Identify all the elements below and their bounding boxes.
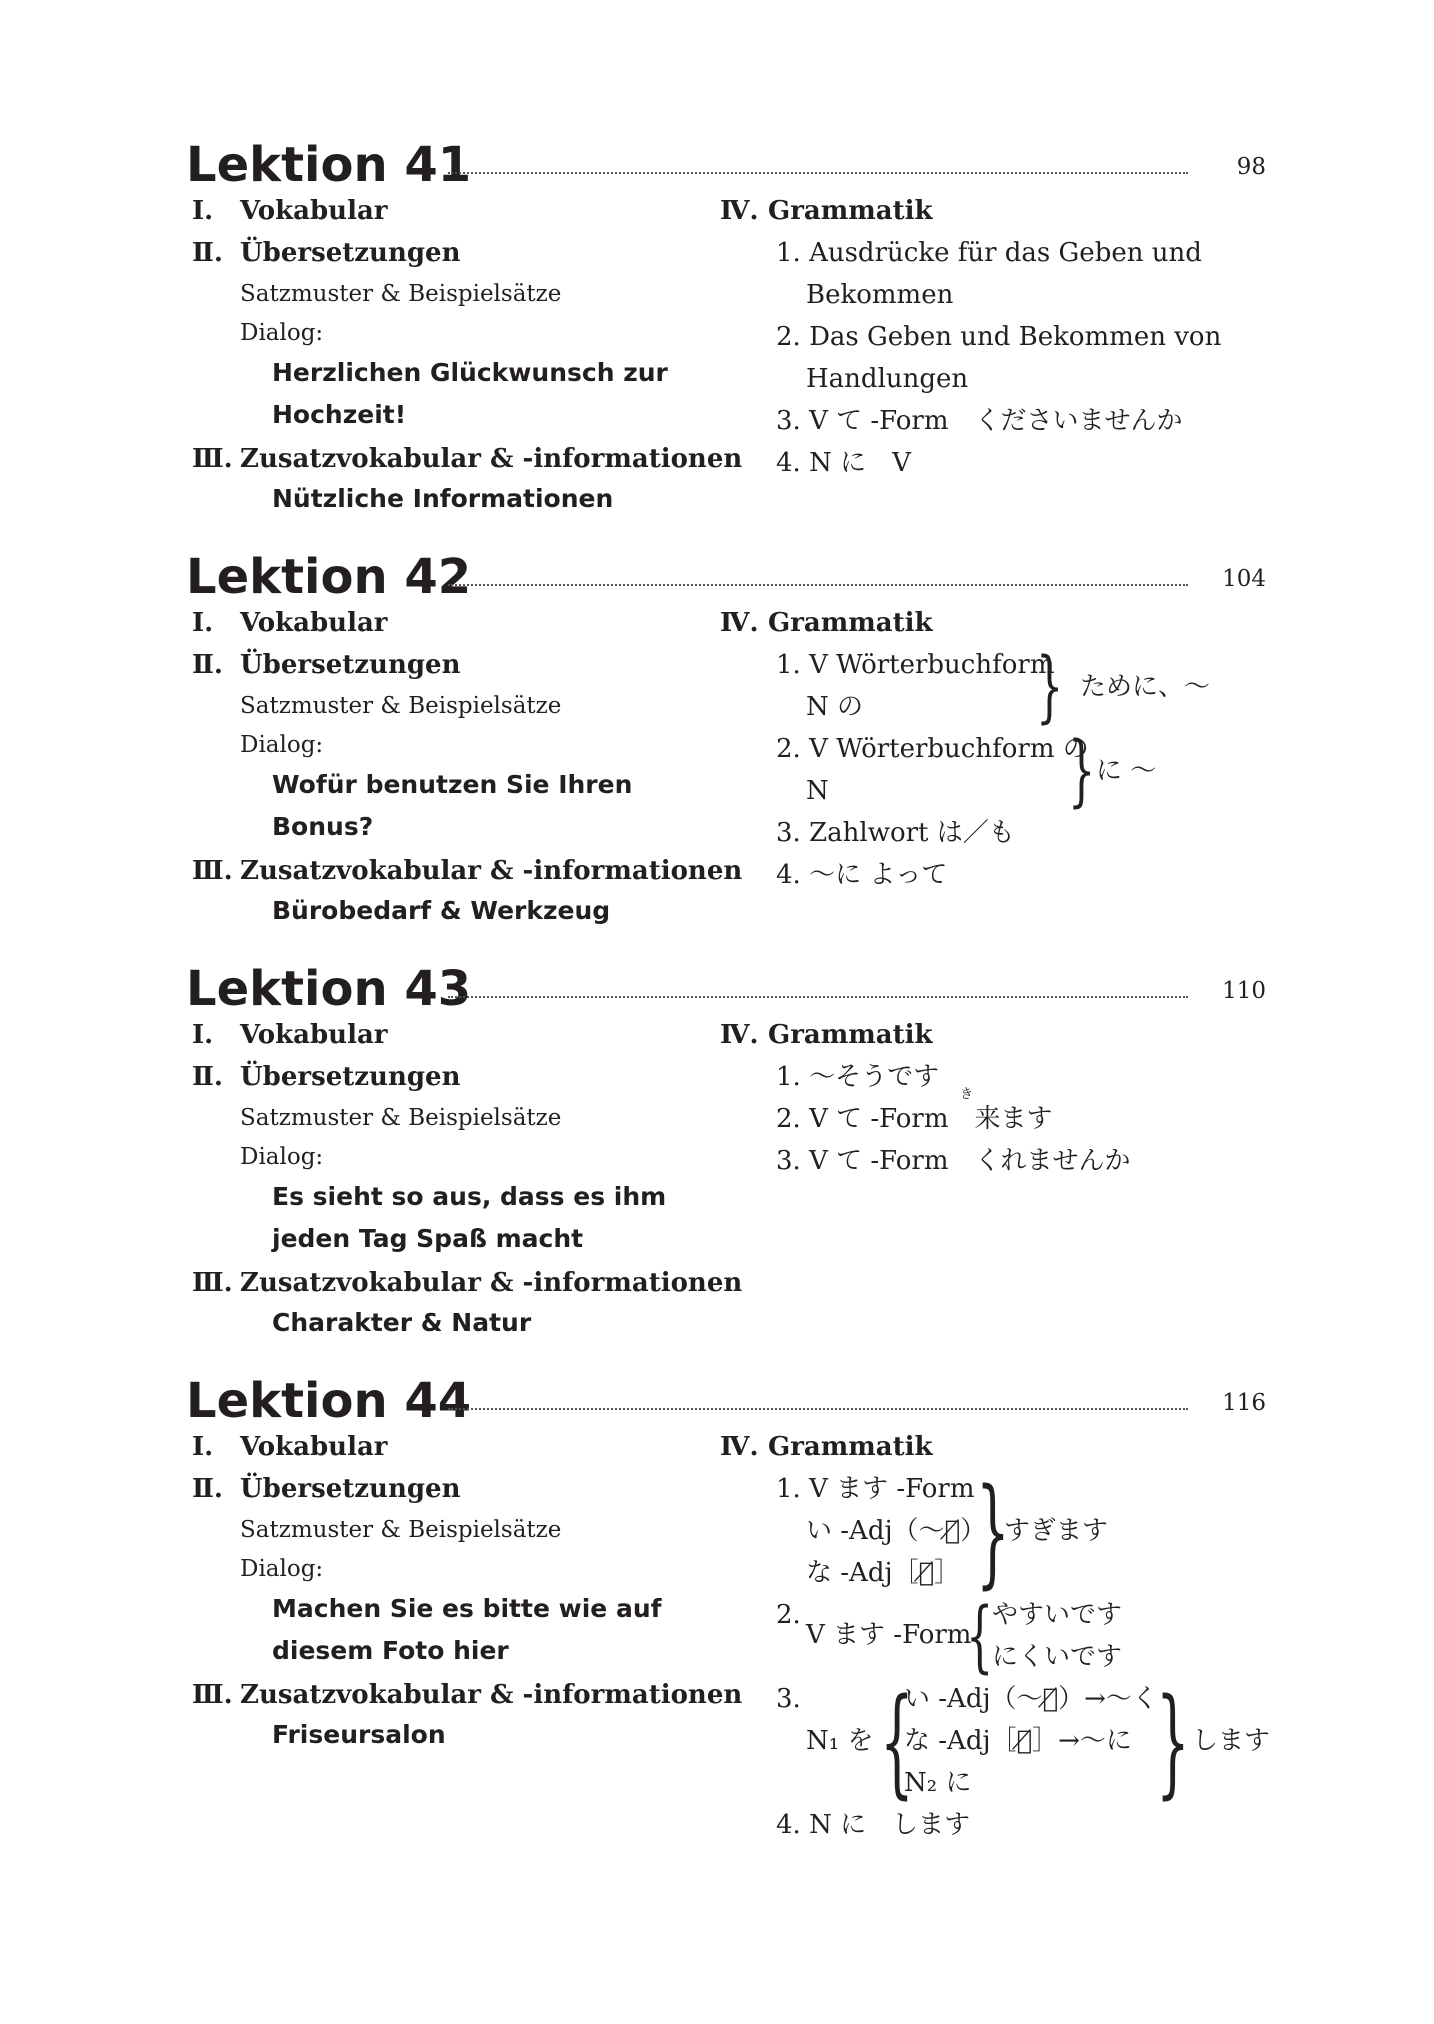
section-label: Zusatzvokabular & -informationen: [240, 856, 743, 886]
roman-numeral: Ⅰ.: [192, 1432, 214, 1462]
lesson-header: [186, 960, 1266, 1026]
grammar-item: い -Adj（～い̸）→～く: [904, 1684, 1158, 1714]
grammar-item: します: [1192, 1726, 1271, 1756]
roman-numeral: Ⅳ.: [720, 1432, 759, 1462]
page-number: 98: [1236, 154, 1266, 180]
dialog-label: Dialog:: [240, 1144, 324, 1170]
dialog-title-line-1: Wofür benutzen Sie Ihren: [272, 770, 633, 799]
lesson-title: Lektion 44: [186, 1373, 472, 1429]
vocab-line: [192, 1018, 388, 1052]
section-label: Übersetzungen: [240, 1474, 461, 1504]
dialog-title-line-2: jeden Tag Spaß macht: [272, 1224, 584, 1253]
section-label: Grammatik: [768, 608, 933, 638]
grammar-item: 1. ～そうです: [776, 1062, 940, 1092]
grammar-item: な -Adj［な̸］→～に: [904, 1726, 1132, 1756]
satzmuster-line: Satzmuster & Beispielsätze: [240, 281, 562, 307]
section-label: Übersetzungen: [240, 650, 461, 680]
grammar-item: Bekommen: [806, 280, 954, 310]
grammar-item: 1. V ます -Form: [776, 1474, 975, 1504]
leader-dots: [448, 996, 1188, 998]
extra-info-topic: Bürobedarf & Werkzeug: [272, 896, 611, 925]
grammar-item: 2. V Wörterbuchform の: [776, 734, 1089, 764]
lesson-header: [186, 1372, 1266, 1438]
grammar-item: 2. Das Geben und Bekommen von: [776, 322, 1222, 352]
roman-numeral: Ⅲ.: [192, 444, 233, 474]
grammar-item: やすいです: [992, 1600, 1123, 1630]
vocab-line: [192, 1430, 388, 1464]
lesson-title: Lektion 43: [186, 961, 472, 1017]
grammar-line: [720, 1018, 933, 1052]
satzmuster-line: Satzmuster & Beispielsätze: [240, 693, 562, 719]
section-label: Grammatik: [768, 1020, 933, 1050]
grammar-item: Handlungen: [806, 364, 969, 394]
roman-numeral: Ⅱ.: [192, 1474, 223, 1504]
roman-numeral: Ⅲ.: [192, 1680, 233, 1710]
dialog-title-line-2: Bonus?: [272, 812, 374, 841]
satzmuster-line: Satzmuster & Beispielsätze: [240, 1517, 562, 1543]
grammar-item: 2.: [776, 1600, 801, 1630]
section-label: Zusatzvokabular & -informationen: [240, 1268, 743, 1298]
grammar-item: 4. ～に よって: [776, 860, 948, 890]
translation-line: [192, 1472, 460, 1506]
extra-info-topic: Friseursalon: [272, 1720, 446, 1749]
satzmuster-line: Satzmuster & Beispielsätze: [240, 1105, 562, 1131]
vocab-line: [192, 194, 388, 228]
grammar-item: N の: [806, 692, 864, 722]
section-label: Übersetzungen: [240, 1062, 461, 1092]
grammar-item: 3. V て -Form くださいませんか: [776, 406, 1183, 436]
roman-numeral: Ⅰ.: [192, 196, 214, 226]
section-label: Übersetzungen: [240, 238, 461, 268]
dialog-label: Dialog:: [240, 1556, 324, 1582]
grammar-item: 4. N に V: [776, 448, 911, 478]
grammar-item: 3. Zahlwort は／も: [776, 818, 1015, 848]
extra-info-line: [192, 1266, 742, 1300]
grammar-item: な -Adj［な̸］: [806, 1558, 961, 1588]
grammar-item: 2. V て -Form 来ます: [776, 1104, 1053, 1134]
extra-info-line: [192, 854, 742, 888]
grammar-item: に ～: [1096, 756, 1157, 786]
lesson-header: [186, 136, 1266, 202]
lesson-title: Lektion 42: [186, 549, 472, 605]
roman-numeral: Ⅱ.: [192, 650, 223, 680]
section-label: Vokabular: [240, 608, 388, 638]
vocab-line: [192, 606, 388, 640]
grammar-line: [720, 194, 933, 228]
translation-line: [192, 648, 460, 682]
section-label: Vokabular: [240, 1432, 388, 1462]
curly-brace: }: [1068, 726, 1096, 816]
section-label: Grammatik: [768, 1432, 933, 1462]
dialog-title-line-2: diesem Foto hier: [272, 1636, 509, 1665]
grammar-item: 4. N に します: [776, 1810, 971, 1840]
roman-numeral: Ⅲ.: [192, 856, 233, 886]
grammar-item: 1. V Wörterbuchform: [776, 650, 1055, 680]
roman-numeral: Ⅳ.: [720, 196, 759, 226]
curly-brace: {: [966, 1592, 994, 1682]
leader-dots: [448, 172, 1188, 174]
curly-brace: }: [1156, 1672, 1190, 1810]
section-label: Zusatzvokabular & -informationen: [240, 1680, 743, 1710]
extra-info-line: [192, 442, 742, 476]
page-number: 110: [1222, 978, 1266, 1004]
roman-numeral: Ⅰ.: [192, 608, 214, 638]
grammar-item: N₂ に: [904, 1768, 972, 1798]
grammar-line: [720, 606, 933, 640]
grammar-item: V ます -Form: [806, 1620, 972, 1650]
lesson-header: [186, 548, 1266, 614]
dialog-title-line-1: Es sieht so aus, dass es ihm: [272, 1182, 667, 1211]
extra-info-topic: Nützliche Informationen: [272, 484, 614, 513]
grammar-item: ために、～: [1080, 672, 1211, 702]
section-label: Grammatik: [768, 196, 933, 226]
roman-numeral: Ⅳ.: [720, 608, 759, 638]
translation-line: [192, 1060, 460, 1094]
grammar-item: 1. Ausdrücke für das Geben und: [776, 238, 1202, 268]
lesson-title: Lektion 41: [186, 137, 472, 193]
grammar-line: [720, 1430, 933, 1464]
page-number: 104: [1222, 566, 1266, 592]
section-label: Vokabular: [240, 196, 388, 226]
curly-brace: {: [880, 1672, 914, 1810]
translation-line: [192, 236, 460, 270]
grammar-item: N: [806, 776, 829, 806]
furigana: き: [960, 1087, 974, 1102]
curly-brace: }: [976, 1462, 1010, 1600]
grammar-item: い -Adj（～い̸）: [806, 1516, 987, 1546]
extra-info-topic: Charakter & Natur: [272, 1308, 532, 1337]
section-label: Zusatzvokabular & -informationen: [240, 444, 743, 474]
roman-numeral: Ⅱ.: [192, 238, 223, 268]
extra-info-line: [192, 1678, 742, 1712]
dialog-label: Dialog:: [240, 320, 324, 346]
grammar-item: すぎます: [1004, 1516, 1109, 1546]
dialog-title-line-1: Herzlichen Glückwunsch zur: [272, 358, 668, 387]
dialog-label: Dialog:: [240, 732, 324, 758]
grammar-item: にくいです: [992, 1642, 1123, 1672]
leader-dots: [448, 584, 1188, 586]
leader-dots: [448, 1408, 1188, 1410]
roman-numeral: Ⅰ.: [192, 1020, 214, 1050]
grammar-item: 3. V て -Form くれませんか: [776, 1146, 1131, 1176]
page-number: 116: [1222, 1390, 1266, 1416]
grammar-item: N₁ を: [806, 1726, 874, 1756]
grammar-item: 3.: [776, 1684, 801, 1714]
roman-numeral: Ⅲ.: [192, 1268, 233, 1298]
dialog-title-line-1: Machen Sie es bitte wie auf: [272, 1594, 662, 1623]
dialog-title-line-2: Hochzeit!: [272, 400, 407, 429]
curly-brace: }: [1036, 642, 1064, 732]
roman-numeral: Ⅱ.: [192, 1062, 223, 1092]
roman-numeral: Ⅳ.: [720, 1020, 759, 1050]
section-label: Vokabular: [240, 1020, 388, 1050]
